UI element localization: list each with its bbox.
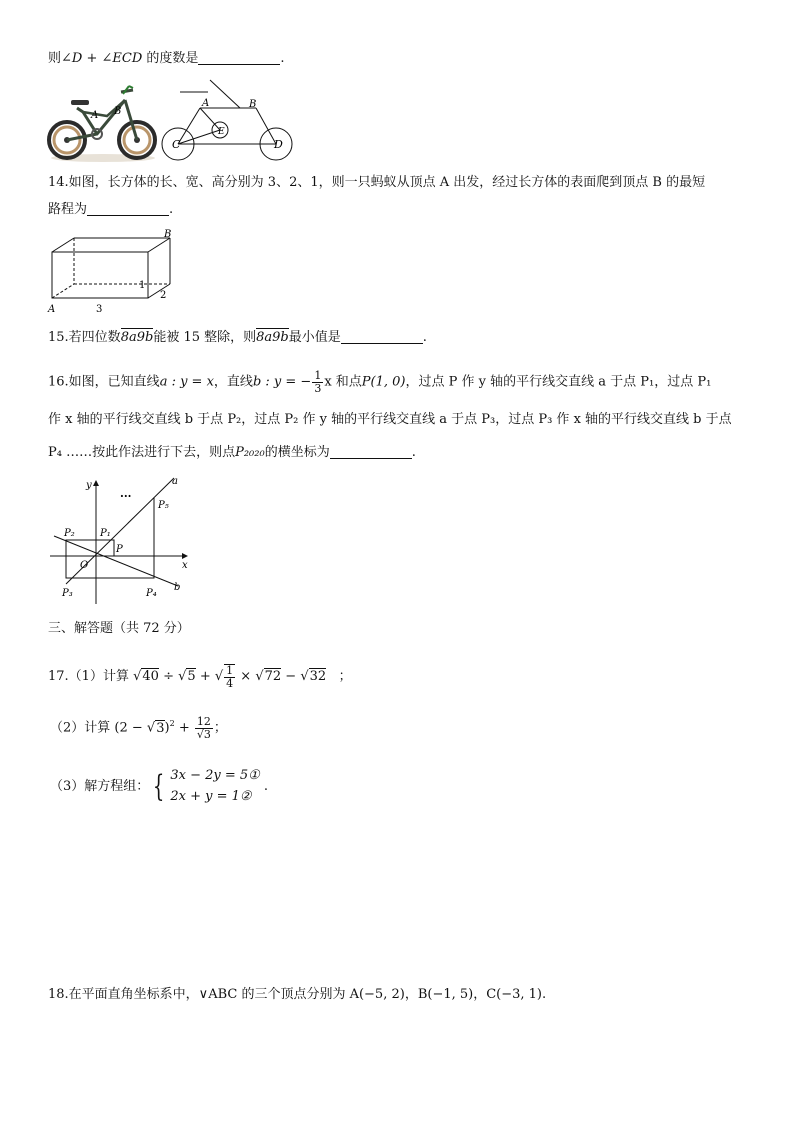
q17-part2-frac-num: 12 <box>196 715 211 728</box>
q16-text-f: 的横坐标为 <box>264 445 330 460</box>
q13-period: . <box>280 51 285 66</box>
continuation-dots: ··· <box>120 490 132 503</box>
point-label-P2: P₂ <box>64 528 75 539</box>
q17-sqrt-5: 5 <box>187 669 196 685</box>
q16-text-c: x 和点 <box>324 374 362 390</box>
q16-question-line2: 作 x 轴的平行线交直线 b 于点 P₂，过点 P₂ 作 y 轴的平行线交直线 a 于点 P₃，过点 P₃ 作 x 轴的平行线交直线 b 于点 <box>48 412 732 427</box>
q17-sqrt-40: 40 <box>142 669 159 685</box>
line-b-label: b <box>174 582 181 593</box>
q17-part2-semicolon: ； <box>213 720 227 736</box>
q17-sqrt-3: 3 <box>156 720 165 736</box>
q17-part1-semicolon: ； <box>338 669 352 685</box>
q16-question-line1 <box>48 370 711 394</box>
q16-fraction <box>312 370 323 394</box>
q16-text-d: ，过点 P 作 y 轴的平行线交直线 a 于点 P₁，过点 P₁ <box>405 374 712 390</box>
diagram-label-C: C <box>172 138 181 151</box>
q15-prefix: 15.若四位数 <box>48 330 121 345</box>
q14-question-line2 <box>48 203 173 216</box>
equation-2: 2x + y = 1② <box>170 788 252 804</box>
q17-part1-label: 17.（1）计算 <box>48 669 129 685</box>
q17-plus-sign: + <box>199 669 211 685</box>
q15-question-line <box>48 331 427 344</box>
cuboid-label-B: B <box>164 229 172 240</box>
cuboid-label-length: 3 <box>96 304 103 314</box>
cuboid-label-A: A <box>48 304 56 314</box>
diagram-label-B: B <box>249 99 257 110</box>
equation-system <box>170 766 259 808</box>
q16-question-line3 <box>48 446 416 459</box>
diagram-label-D: D <box>274 138 283 151</box>
q17-sqrt-72: 72 <box>264 669 282 685</box>
q17-part2-fraction <box>195 716 213 740</box>
q14-prefix: 路程为 <box>48 202 88 217</box>
point-label-P5: P₅ <box>158 500 169 511</box>
q16-frac-den: 3 <box>314 381 322 395</box>
axis-label-x: x <box>182 560 188 571</box>
bicycle-geometry-diagram <box>160 78 300 164</box>
cuboid-label-height: 1 <box>139 280 146 291</box>
q17-frac-one-quarter <box>224 664 235 689</box>
cuboid-label-width: 2 <box>160 290 167 301</box>
q15-suffix: 最小值是 <box>288 330 341 345</box>
q16-line-b-def: b : y = − <box>252 374 312 390</box>
q16-text-e: P₄ ……按此作法进行下去，则点 <box>48 445 236 460</box>
point-label-P1: P₁ <box>100 528 111 539</box>
q17-part3-period: . <box>263 779 268 795</box>
diagram-label-A: A <box>202 98 210 109</box>
q17-minus-sign: − <box>285 669 297 685</box>
q17-part2-line: （2）计算 $(2 - √3)^2$ + $\frac{12}{√3}$ ； <box>50 715 227 741</box>
q17-part2-close: ) <box>164 720 170 736</box>
q17-part3-label: （3）解方程组： <box>50 779 150 795</box>
equation-1: 3x − 2y = 5① <box>170 768 260 783</box>
section-3-title: 三、解答题（共 72 分） <box>48 621 190 636</box>
origin-label: O <box>80 560 89 571</box>
point-label-P4: P₄ <box>146 588 157 599</box>
q17-part2-plus: + <box>178 720 190 736</box>
q14-period: . <box>169 202 174 217</box>
q16-frac-num: 1 <box>314 369 322 382</box>
q15-middle: 能被 15 整除，则 <box>153 330 257 345</box>
q17-frac-den: 4 <box>226 676 234 690</box>
bike-label-A: A <box>91 110 99 121</box>
q16-text-b: ，直线 <box>213 374 253 390</box>
q17-part2-open: (2 − <box>114 720 147 736</box>
q18-question-line: 18.在平面直角坐标系中，∨ABC 的三个顶点分别为 A(−5, 2)，B(−1, 5)，C(−3, 1). <box>48 987 547 1002</box>
axis-label-y: y <box>86 480 92 491</box>
q14-question-line1: 14.如图，长方体的长、宽、高分别为 3、2、1，则一只蚂蚁从顶点 A 出发，经过长方体的表面爬到顶点 B 的最短 <box>48 175 706 190</box>
q13-question-line <box>48 52 285 65</box>
equation-brace: { <box>153 768 165 804</box>
q15-number-2: 8a9b <box>256 330 289 345</box>
q17-divide-sign: ÷ <box>163 669 174 685</box>
q15-number: 8a9b <box>120 330 154 345</box>
q17-frac-num: 1 <box>226 664 234 677</box>
q17-exponent: 2 <box>169 719 175 729</box>
line-a-label: a <box>172 476 178 487</box>
q13-answer-blank[interactable] <box>198 52 280 65</box>
q16-answer-blank[interactable] <box>330 446 412 459</box>
q15-period: . <box>422 330 427 345</box>
point-label-P: P <box>116 544 123 555</box>
bike-label-B: B <box>114 106 122 117</box>
q16-period: . <box>411 445 416 460</box>
coordinate-diagram <box>46 474 196 606</box>
q17-times-sign: × <box>240 669 252 685</box>
q16-text-a: 16.如图，已知直线 <box>48 374 160 390</box>
q13-angle-expression: ∠D + ∠ECD <box>61 51 143 66</box>
diagram-label-E: E <box>218 127 225 137</box>
q17-part3-line <box>50 766 268 808</box>
q16-point-p: P(1, 0) <box>361 374 406 390</box>
q13-suffix: 的度数是 <box>146 51 199 66</box>
q17-sqrt-32: 32 <box>309 669 327 685</box>
q15-answer-blank[interactable] <box>341 331 423 344</box>
cuboid-diagram <box>44 228 184 314</box>
bicycle-photo <box>47 82 159 162</box>
q17-part1-line: 17.（1）计算 √40 ÷ √5 + √ $\frac{1}{4}$ × √72 − √32 ； <box>48 664 352 690</box>
q17-part2-label: （2）计算 <box>50 720 111 736</box>
q13-prefix: 则 <box>48 51 62 66</box>
q17-part2-frac-den: √3 <box>196 727 211 741</box>
point-label-P3: P₃ <box>62 588 73 599</box>
q16-point-p2020: P₂₀₂₀ <box>235 445 265 460</box>
q14-answer-blank[interactable] <box>87 203 169 216</box>
q16-line-a-def: a : y = x <box>159 374 214 390</box>
